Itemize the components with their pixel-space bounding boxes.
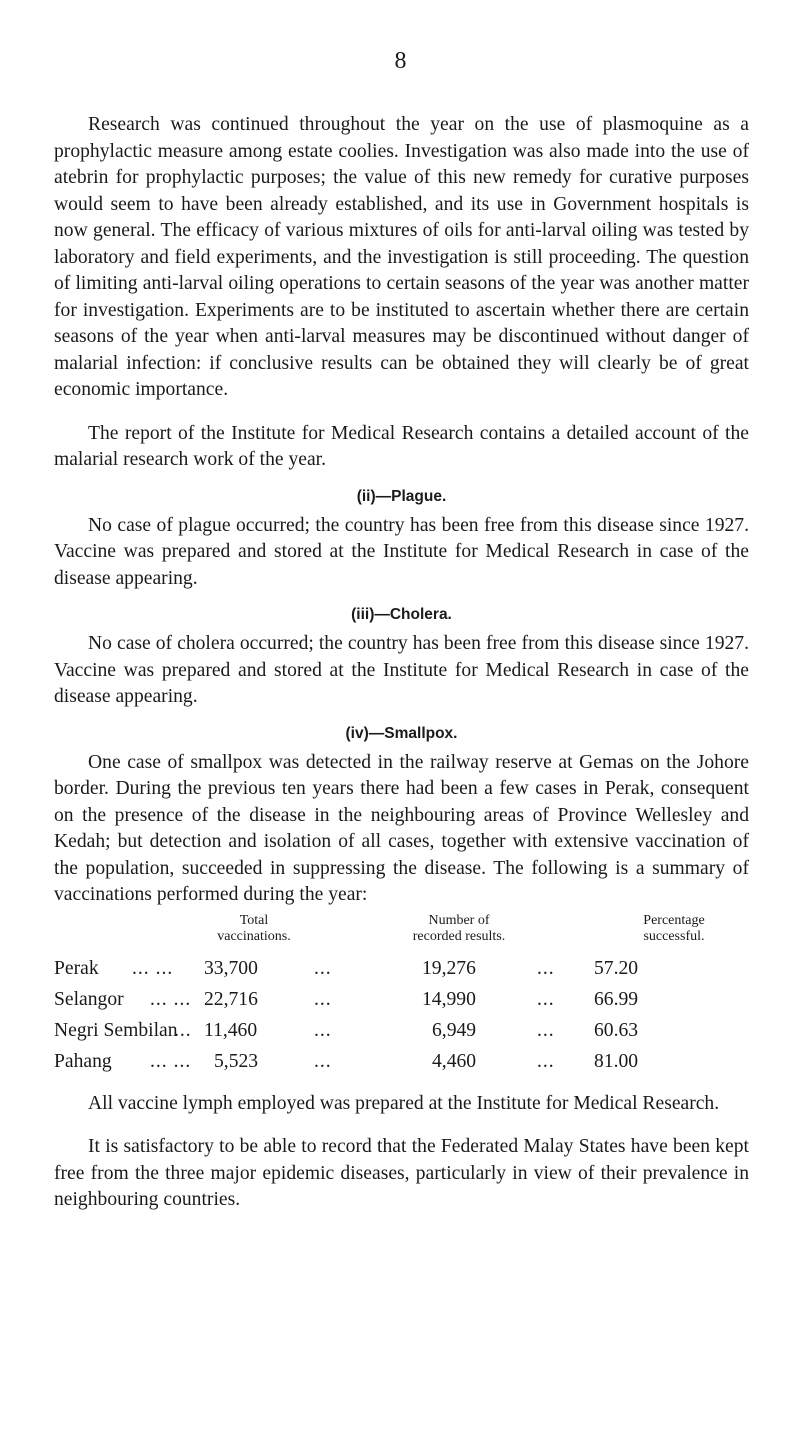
vaccination-table: [54, 913, 749, 1077]
page-number: 8: [394, 48, 407, 74]
header-percentage: Percentage successful.: [643, 912, 705, 944]
separator-dots: ...: [537, 1019, 555, 1041]
separator-dots: ...: [537, 1050, 555, 1072]
separator-dots: ...: [537, 957, 555, 979]
table-row: [54, 1015, 749, 1046]
paragraph-research: Research was continued throughout the year on the use of plasmoquine as a prophylactic measure among estate coolies. Investigation was also made into the use of atebrin for prophylactic purposes; the value of this new remedy for curative purposes would seem to have been already established, and its use in Government hospitals is now general. The efficacy of various mixtures of oils for anti-larval oiling was tested by laboratory and field experiments, and the investigation is still proceeding. The question of limiting anti-larval oiling operations to certain seasons of the year was another matter for investigation. Experiments are to be instituted to ascertain whether there are certain seasons of the year when anti-larval measures may be discontinued without danger of malarial infection: if conclusive results can be obtained they will clearly be of great economic importance.: [54, 114, 749, 400]
page-content: [54, 112, 749, 1214]
recorded-results: 19,276: [422, 957, 476, 979]
recorded-results: 6,949: [432, 1019, 477, 1041]
recorded-results: 14,990: [422, 988, 476, 1010]
table-row: [54, 984, 749, 1015]
leader-dots: ... ...: [132, 957, 174, 979]
leader-dots: ... ...: [150, 988, 192, 1010]
separator-dots: ...: [537, 988, 555, 1010]
total-vaccinations: 22,716: [204, 988, 258, 1010]
leader-dots: ...: [174, 1019, 192, 1041]
paragraph-smallpox: One case of smallpox was detected in the railway reserve at Gemas on the Johore border. During the previous ten years there had been a few cases in Perak, consequent on the presence of the disease in the neighbouring areas of Province Wellesley and Kedah; but detection and isolation of all cases, together with extensive vaccination of the population, succeeded in suppressing the disease. The following is a summary of vaccinations performed during the year:: [54, 751, 749, 905]
separator-dots: ...: [314, 988, 332, 1010]
paragraph-conclusion: It is satisfactory to be able to record that the Federated Malay States have been kept free from the three major epidemic diseases, particularly in view of their prevalence in neighbouring countries.: [54, 1136, 749, 1210]
separator-dots: ...: [314, 957, 332, 979]
paragraph-lymph: All vaccine lymph employed was prepared at the Institute for Medical Research.: [88, 1092, 720, 1114]
heading-cholera: (iii)—Cholera.: [351, 606, 452, 623]
paragraph-report: The report of the Institute for Medical Research contains a detailed account of the malarial research work of the year.: [54, 422, 749, 470]
table-row: [54, 953, 749, 984]
header-total: Total vaccinations.: [217, 912, 291, 944]
table-row: [54, 1046, 749, 1077]
percentage-successful: 60.63: [594, 1019, 639, 1041]
state-name: Selangor: [54, 988, 124, 1010]
state-name: Negri Sembilan: [54, 1019, 178, 1041]
recorded-results: 4,460: [432, 1050, 477, 1072]
heading-smallpox: (iv)—Smallpox.: [345, 724, 458, 742]
total-vaccinations: 11,460: [204, 1019, 258, 1041]
separator-dots: ...: [314, 1019, 332, 1041]
header-results: Number of recorded results.: [412, 912, 506, 944]
total-vaccinations: 33,700: [204, 957, 258, 979]
percentage-successful: 66.99: [594, 988, 639, 1010]
paragraph-cholera: No case of cholera occurred; the country has been free from this disease since 1927. Vaccine was prepared and stored at the Institute for Medical Research in case of the disease appearing.: [54, 633, 749, 707]
heading-plague: (ii)—Plague.: [356, 487, 447, 505]
percentage-successful: 81.00: [594, 1050, 639, 1072]
table-header: [54, 913, 749, 953]
total-vaccinations: 5,523: [214, 1050, 259, 1072]
paragraph-plague: No case of plague occurred; the country has been free from this disease since 1927. Vaccine was prepared and stored at the Institute for Medical Research in case of the disease appearing.: [54, 514, 749, 589]
separator-dots: ...: [314, 1050, 332, 1072]
state-name: Perak: [54, 957, 99, 979]
percentage-successful: 57.20: [594, 957, 639, 979]
leader-dots: ... ...: [150, 1050, 192, 1072]
state-name: Pahang: [54, 1050, 112, 1072]
